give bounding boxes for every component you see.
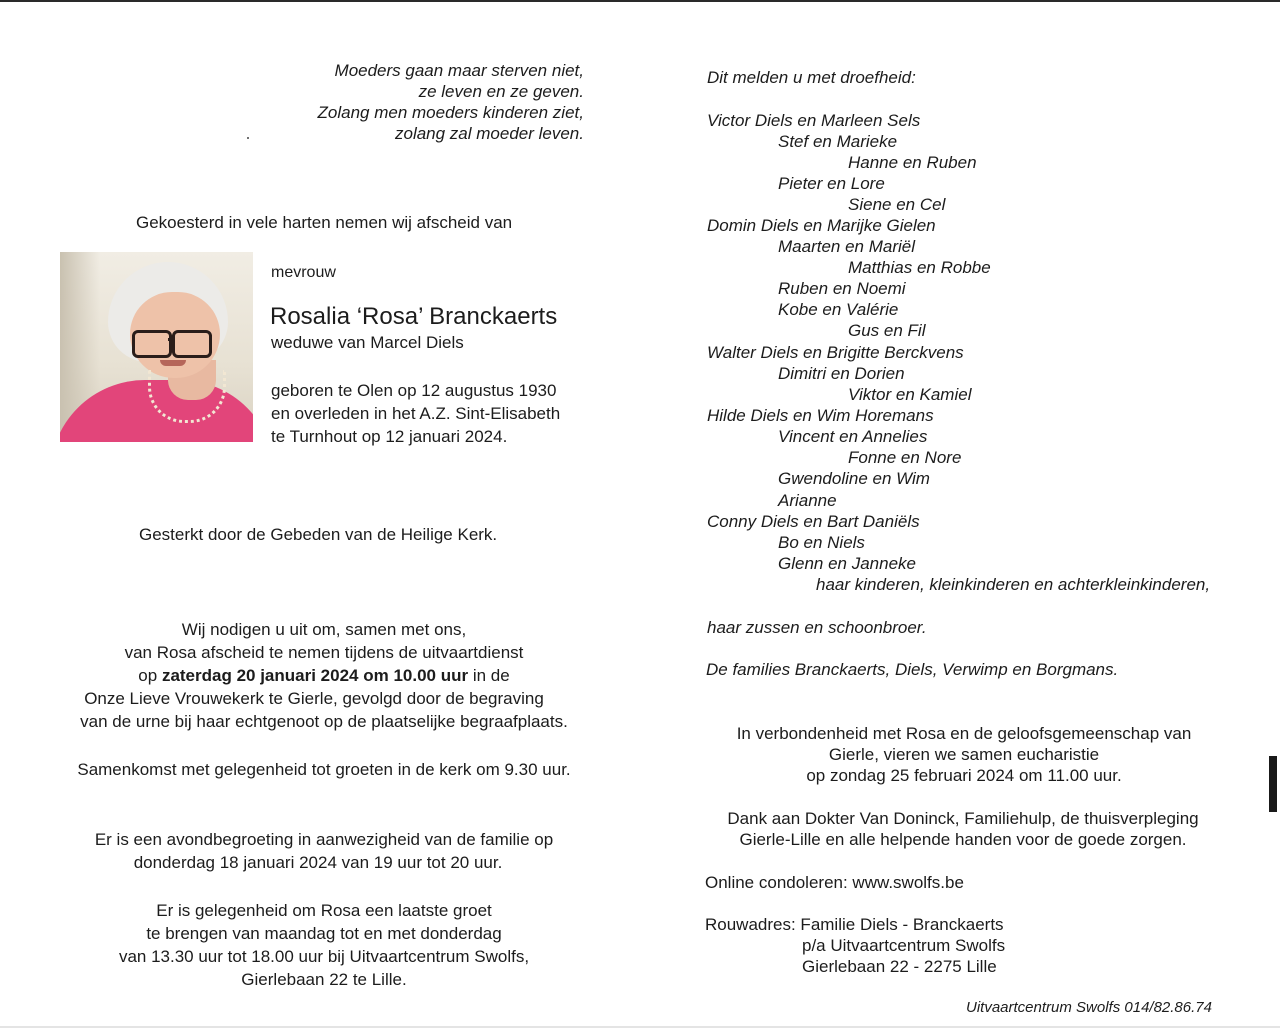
family-line: Gwendoline en Wim <box>778 469 930 488</box>
bio-line-3: te Turnhout op 12 januari 2024. <box>271 427 508 446</box>
widow-line: weduwe van Marcel Diels <box>271 333 464 352</box>
farewell-line-1: Er is gelegenheid om Rosa een laatste groet <box>156 901 492 920</box>
print-speck <box>247 137 249 139</box>
family-line: Maarten en Mariël <box>778 237 916 256</box>
farewell-line-4: Gierlebaan 22 te Lille. <box>241 970 407 989</box>
portrait-photo <box>60 252 253 442</box>
family-line: Pieter en Lore <box>778 174 885 193</box>
family-line: Walter Diels en Brigitte Berckvens <box>707 343 964 362</box>
invite-line-4: Onze Lieve Vrouwekerk te Gierle, gevolgd door de begraving <box>84 689 544 708</box>
family-line: Glenn en Janneke <box>778 554 916 573</box>
bio-line-1: geboren te Olen op 12 augustus 1930 <box>271 381 557 400</box>
family-line: Viktor en Kamiel <box>848 385 972 404</box>
family-line: Matthias en Robbe <box>848 258 991 277</box>
farewell-line-2: te brengen van maandag tot en met donderdag <box>146 924 502 943</box>
address-line-3: Gierlebaan 22 - 2275 Lille <box>802 957 997 976</box>
evening-line-2: donderdag 18 januari 2024 van 19 uur tot 20 uur. <box>133 853 503 872</box>
poem-line-2: ze leven en ze geven. <box>418 82 584 101</box>
intro-line: Gekoesterd in vele harten nemen wij afscheid van <box>136 213 513 232</box>
family-line: Gus en Fil <box>848 321 926 340</box>
farewell-line-3: van 13.30 uur tot 18.00 uur bij Uitvaartcentrum Swolfs, <box>118 947 530 966</box>
family-line: Bo en Niels <box>778 533 865 552</box>
family-line: Domin Diels en Marijke Gielen <box>707 216 936 235</box>
family-line: Fonne en Nore <box>848 448 962 467</box>
service-datetime: zaterdag 20 januari 2024 om 10.00 uur <box>161 666 469 685</box>
deceased-name: Rosalia ‘Rosa’ Branckaerts <box>270 303 558 330</box>
kids-line: haar kinderen, kleinkinderen en achterkleinkinderen, <box>816 575 1211 594</box>
family-line: Hanne en Ruben <box>848 153 977 172</box>
thanks-line-2: Gierle-Lille en alle helpende handen voor de goede zorgen. <box>739 830 1187 849</box>
address-line-1: Rouwadres: Familie Diels - Branckaerts <box>705 915 1004 934</box>
invite-line-5: van de urne bij haar echtgenoot op de plaatselijke begraafplaats. <box>80 712 568 731</box>
strengthened-line: Gesterkt door de Gebeden van de Heilige Kerk. <box>139 525 498 544</box>
bottom-border <box>0 1026 1280 1028</box>
online-condolence-line: Online condoleren: www.swolfs.be <box>705 873 964 892</box>
gathering-line: Samenkomst met gelegenheid tot groeten in de kerk om 9.30 uur. <box>77 760 571 779</box>
invite-line-1: Wij nodigen u uit om, samen met ons, <box>181 620 467 639</box>
funeral-home-footer: Uitvaartcentrum Swolfs 014/82.86.74 <box>966 999 1212 1016</box>
evening-line-1: Er is een avondbegroeting in aanwezigheid van de familie op <box>94 830 554 849</box>
invite-line-3: op zaterdag 20 januari 2024 om 10.00 uur in de <box>138 666 510 685</box>
invite-line-2: van Rosa afscheid te nemen tijdens de uitvaartdienst <box>124 643 524 662</box>
family-line: Stef en Marieke <box>778 132 898 151</box>
families-line: De families Branckaerts, Diels, Verwimp en Borgmans. <box>706 660 1119 679</box>
poem-line-1: Moeders gaan maar sterven niet, <box>334 61 584 80</box>
family-line: Vincent en Annelies <box>778 427 928 446</box>
poem-line-4: zolang zal moeder leven. <box>394 124 584 143</box>
siblings-line: haar zussen en schoonbroer. <box>707 618 927 637</box>
family-line: Hilde Diels en Wim Horemans <box>707 406 934 425</box>
mass-line-1: In verbondenheid met Rosa en de geloofsgemeenschap van <box>736 724 1192 743</box>
family-line: Victor Diels en Marleen Sels <box>707 111 921 130</box>
family-line: Dimitri en Dorien <box>778 364 905 383</box>
address-line-2: p/a Uitvaartcentrum Swolfs <box>802 936 1006 955</box>
edge-mark <box>1269 756 1277 812</box>
family-line: Arianne <box>778 491 837 510</box>
thanks-line-1: Dank aan Dokter Van Doninck, Familiehulp, de thuisverpleging <box>727 809 1199 828</box>
top-border <box>0 0 1280 2</box>
family-line: Kobe en Valérie <box>778 300 899 319</box>
bio-line-2: en overleden in het A.Z. Sint-Elisabeth <box>271 404 561 423</box>
mass-line-3: op zondag 25 februari 2024 om 11.00 uur. <box>806 766 1122 785</box>
announce-line: Dit melden u met droefheid: <box>707 68 916 87</box>
family-line: Siene en Cel <box>848 195 946 214</box>
poem-line-3: Zolang men moeders kinderen ziet, <box>317 103 584 122</box>
salutation: mevrouw <box>271 264 336 281</box>
mass-line-2: Gierle, vieren we samen eucharistie <box>828 745 1100 764</box>
family-line: Conny Diels en Bart Daniëls <box>707 512 920 531</box>
family-line: Ruben en Noemi <box>778 279 906 298</box>
